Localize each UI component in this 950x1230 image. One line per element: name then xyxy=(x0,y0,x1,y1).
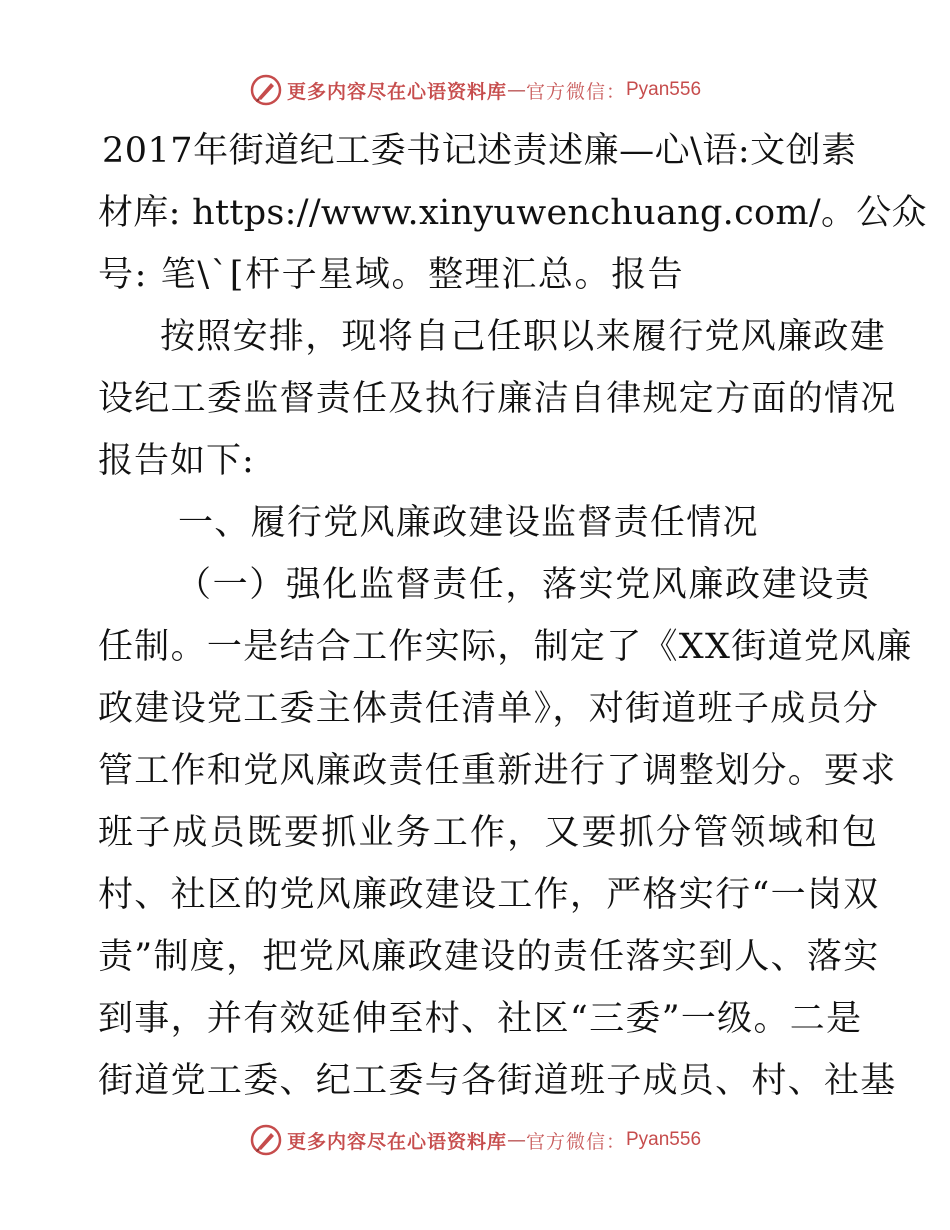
title-line-3: 号: 笔\`[杆子星域。整理汇总。报告 xyxy=(98,255,685,295)
document-body xyxy=(98,120,927,1112)
title-line-2: 材库: https://www.xinyuwenchuang.com/。公众 xyxy=(98,193,927,233)
watermark-wechat-id: Pyan556 xyxy=(626,79,702,100)
watermark-wechat-label: 官方微信： xyxy=(525,1130,626,1153)
paragraph-line: 街道党工委、纪工委与各街道班子成员、村、社基 xyxy=(98,1061,897,1101)
section-heading: 一、履行党风廉政建设监督责任情况 xyxy=(178,503,759,543)
paragraph-line: 设纪工委监督责任及执行廉洁自律规定方面的情况 xyxy=(98,379,897,419)
pen-logo-icon xyxy=(249,73,283,107)
title-line-1: 2017年街道纪工委书记述责述廉—心\语:文创素 xyxy=(102,131,857,171)
pen-logo-icon xyxy=(249,1123,283,1157)
watermark-banner-bottom xyxy=(0,1120,950,1160)
watermark-banner-top xyxy=(0,70,950,110)
paragraph-line: 政建设党工委主体责任清单》，对街道班子成员分 xyxy=(98,689,880,729)
paragraph-line: 按照安排，现将自己任职以来履行党风廉政建 xyxy=(160,317,887,357)
watermark-separator: — xyxy=(506,1129,526,1151)
watermark-brand: 更多内容尽在心语资料库 xyxy=(286,80,507,103)
paragraph-line: 到事，并有效延伸至村、社区“三委”一级。二是 xyxy=(98,999,863,1039)
watermark-wechat-label: 官方微信： xyxy=(525,80,626,103)
paragraph-line: 村、社区的党风廉政建设工作，严格实行“一岗双 xyxy=(98,875,880,915)
paragraph-line: 报告如下: xyxy=(98,441,255,481)
watermark-separator: — xyxy=(506,79,526,101)
paragraph-line: 管工作和党风廉政责任重新进行了调整划分。要求 xyxy=(98,751,897,791)
watermark-wechat-id: Pyan556 xyxy=(626,1129,702,1150)
paragraph-line: 班子成员既要抓业务工作，又要抓分管领域和包 xyxy=(98,813,880,853)
subsection-heading: （一）强化监督责任，落实党风廉政建设责 xyxy=(176,565,872,605)
watermark-brand: 更多内容尽在心语资料库 xyxy=(286,1130,507,1153)
paragraph-line: 任制。一是结合工作实际，制定了《XX街道党风廉 xyxy=(98,627,913,667)
paragraph-line: 责”制度，把党风廉政建设的责任落实到人、落实 xyxy=(98,937,880,977)
